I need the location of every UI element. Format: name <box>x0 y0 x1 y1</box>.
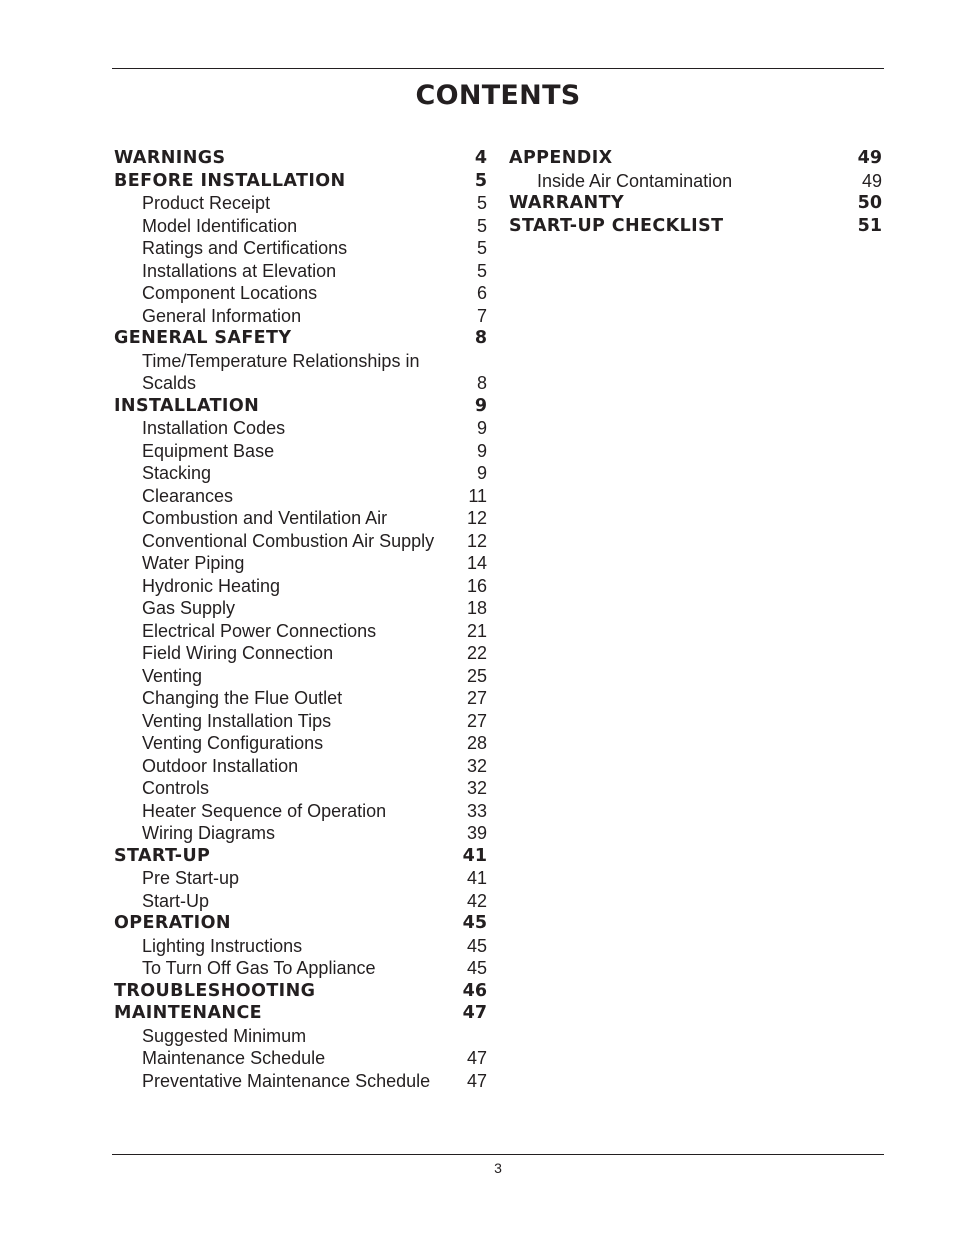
toc-entry-title: TROUBLESHOOTING <box>114 980 316 1001</box>
toc-subsection-entry <box>114 935 487 958</box>
toc-subsection-entry <box>114 822 487 845</box>
toc-subsection-entry <box>114 530 487 553</box>
toc-subsection-entry <box>114 800 487 823</box>
toc-entry-page: 47 <box>466 1070 487 1091</box>
toc-entry-title: START-UP CHECKLIST <box>509 215 724 236</box>
toc-entry-title: Suggested Minimum <box>142 1025 307 1046</box>
toc-entry-title: Hydronic Heating <box>142 575 281 596</box>
toc-entry-page: 5 <box>476 260 487 281</box>
bottom-rule <box>112 1154 884 1155</box>
toc-entry-page: 11 <box>468 485 487 506</box>
toc-subsection-entry <box>114 777 487 800</box>
toc-entry-page: 5 <box>474 170 487 191</box>
toc-subsection-entry <box>114 597 487 620</box>
toc-entry-page: 12 <box>466 530 487 551</box>
toc-entry-title: START-UP <box>114 845 211 866</box>
toc-entry-page: 18 <box>466 598 487 618</box>
toc-entry-page: 21 <box>466 620 487 641</box>
toc-subsection-entry <box>114 260 487 283</box>
toc-entry-page: 9 <box>476 440 487 461</box>
toc-entry-page: 27 <box>466 688 487 708</box>
toc-subsection-entry <box>114 462 487 485</box>
toc-entry-page: 7 <box>476 305 487 326</box>
toc-entry-title: Heater Sequence of Operation <box>142 800 387 821</box>
toc-entry-title: Maintenance Schedule <box>142 1048 326 1068</box>
toc-entry-title: Product Receipt <box>142 193 271 213</box>
toc-entry-page: 8 <box>476 373 487 393</box>
toc-entry-page: 9 <box>476 418 487 438</box>
toc-entry-title: Gas Supply <box>142 598 236 618</box>
toc-entry-page: 42 <box>466 890 487 911</box>
toc-entry-title: GENERAL SAFETY <box>114 328 292 348</box>
toc-entry-title: Controls <box>142 778 210 798</box>
toc-entry-page: 9 <box>476 463 487 483</box>
toc-entry-title: MAINTENANCE <box>114 1003 263 1023</box>
toc-subsection-entry <box>114 1025 487 1048</box>
toc-entry-page: 22 <box>466 643 487 663</box>
toc-entry-page: 39 <box>466 823 487 843</box>
toc-section-entry <box>114 912 487 935</box>
toc-subsection-entry <box>114 1070 487 1093</box>
toc-entry-title: Component Locations <box>142 283 318 303</box>
toc-entry-title: INSTALLATION <box>114 395 260 416</box>
toc-entry-title: Model Identification <box>142 215 298 236</box>
toc-subsection-entry <box>114 642 487 665</box>
toc-entry-page: 49 <box>857 148 882 168</box>
toc-entry-title: Installation Codes <box>142 418 286 438</box>
toc-entry-title: Time/Temperature Relationships in <box>142 350 420 371</box>
toc-section-entry <box>114 170 487 193</box>
page-title: CONTENTS <box>415 80 581 111</box>
toc-entry-title: Field Wiring Connection <box>142 643 334 663</box>
toc-subsection-entry <box>114 710 487 733</box>
toc-entry-page: 6 <box>476 283 487 303</box>
toc-entry-page: 5 <box>476 238 487 258</box>
toc-subsection-entry <box>114 237 487 260</box>
toc-entry-page: 9 <box>474 395 487 416</box>
toc-entry-page: 16 <box>466 575 487 596</box>
toc-entry-title: Equipment Base <box>142 440 275 461</box>
toc-subsection-entry <box>114 440 487 463</box>
toc-entry-page: 25 <box>466 665 487 686</box>
toc-section-entry <box>114 327 487 350</box>
toc-entry-page: 32 <box>466 778 487 798</box>
toc-entry-page: 49 <box>861 170 882 191</box>
toc-entry-title: Water Piping <box>142 553 245 573</box>
toc-section-entry <box>114 1002 487 1025</box>
toc-entry-title: Lighting Instructions <box>142 935 303 956</box>
toc-entry-page: 12 <box>466 508 487 528</box>
toc-entry-title: Venting Installation Tips <box>142 710 332 731</box>
toc-subsection-entry <box>114 350 487 373</box>
toc-subsection-entry <box>114 372 487 395</box>
toc-subsection-entry <box>114 507 487 530</box>
toc-entry-page: 28 <box>466 733 487 753</box>
toc-entry-page: 45 <box>466 935 487 956</box>
toc-right-column <box>509 147 882 237</box>
toc-left-column <box>114 147 487 1092</box>
toc-entry-title: Clearances <box>142 485 234 506</box>
toc-entry-title: Conventional Combustion Air Supply <box>142 530 435 551</box>
toc-subsection-entry <box>114 215 487 238</box>
toc-entry-title: Inside Air Contamination <box>537 170 733 191</box>
toc-subsection-entry <box>114 305 487 328</box>
toc-entry-title: Wiring Diagrams <box>142 823 276 843</box>
toc-subsection-entry <box>114 1047 487 1070</box>
toc-entry-title: Electrical Power Connections <box>142 620 377 641</box>
toc-entry-page: 51 <box>857 215 882 236</box>
toc-entry-page: 47 <box>462 1003 487 1023</box>
toc-entry-title: Ratings and Certifications <box>142 238 348 258</box>
toc-entry-page: 46 <box>462 980 487 1001</box>
toc-subsection-entry <box>509 170 882 193</box>
toc-entry-page: 32 <box>466 755 487 776</box>
toc-subsection-entry <box>114 755 487 778</box>
toc-entry-title: Combustion and Ventilation Air <box>142 508 388 528</box>
toc-subsection-entry <box>114 417 487 440</box>
toc-section-entry <box>509 192 882 215</box>
toc-entry-title: Venting Configurations <box>142 733 324 753</box>
toc-section-entry <box>509 147 882 170</box>
toc-entry-page: 14 <box>466 553 487 573</box>
toc-entry-title: OPERATION <box>114 913 231 933</box>
page-number: 3 <box>494 1160 502 1176</box>
toc-entry-title: General Information <box>142 305 302 326</box>
toc-entry-title: APPENDIX <box>509 148 613 168</box>
top-rule <box>112 68 884 69</box>
toc-entry-page: 45 <box>466 958 487 978</box>
toc-entry-page: 47 <box>466 1048 487 1068</box>
toc-subsection-entry <box>114 620 487 643</box>
toc-entry-title: WARNINGS <box>114 148 226 168</box>
toc-subsection-entry <box>114 867 487 890</box>
toc-entry-page: 5 <box>476 193 487 213</box>
toc-subsection-entry <box>114 192 487 215</box>
toc-entry-page: 27 <box>466 710 487 731</box>
toc-entry-page: 41 <box>466 868 487 888</box>
toc-entry-title: BEFORE INSTALLATION <box>114 170 346 191</box>
toc-entry-page: 8 <box>474 328 487 348</box>
toc-subsection-entry <box>114 890 487 913</box>
toc-entry-title: Stacking <box>142 463 212 483</box>
toc-subsection-entry <box>114 552 487 575</box>
toc-entry-title: Changing the Flue Outlet <box>142 688 343 708</box>
toc-entry-title: Pre Start-up <box>142 868 240 888</box>
toc-subsection-entry <box>114 687 487 710</box>
toc-entry-title: To Turn Off Gas To Appliance <box>142 958 376 978</box>
toc-section-entry <box>114 395 487 418</box>
toc-subsection-entry <box>114 665 487 688</box>
toc-entry-page: 5 <box>476 215 487 236</box>
toc-entry-title: Outdoor Installation <box>142 755 299 776</box>
toc-entry-title: Scalds <box>142 373 197 393</box>
toc-entry-title: WARRANTY <box>509 193 625 213</box>
toc-subsection-entry <box>114 732 487 755</box>
toc-entry-title: Preventative Maintenance Schedule <box>142 1070 431 1091</box>
toc-entry-title: Installations at Elevation <box>142 260 337 281</box>
toc-entry-page: 45 <box>462 913 487 933</box>
toc-section-entry <box>509 215 882 238</box>
toc-entry-title: Venting <box>142 665 203 686</box>
toc-entry-page: 41 <box>462 845 487 866</box>
toc-subsection-entry <box>114 957 487 980</box>
toc-section-entry <box>114 845 487 868</box>
toc-section-entry <box>114 147 487 170</box>
toc-subsection-entry <box>114 282 487 305</box>
toc-entry-page: 33 <box>466 800 487 821</box>
toc-entry-page: 4 <box>474 148 487 168</box>
toc-section-entry <box>114 980 487 1003</box>
toc-entry-page: 50 <box>857 193 882 213</box>
toc-subsection-entry <box>114 485 487 508</box>
toc-subsection-entry <box>114 575 487 598</box>
toc-entry-title: Start-Up <box>142 890 210 911</box>
